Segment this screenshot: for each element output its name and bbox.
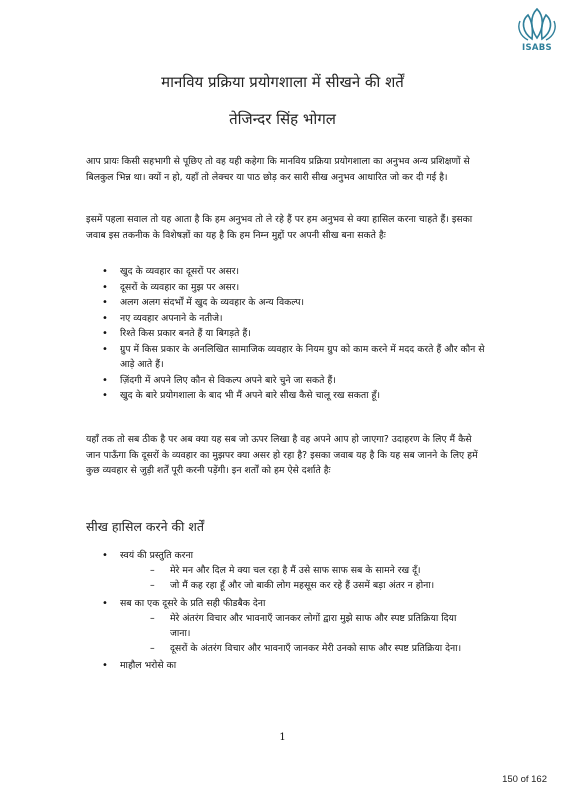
- question-paragraph: इसमें पहला सवाल तो यह आता है कि हम अनुभव तो ले रहे हैं पर हम अनुभव से क्या हासिल करना चाहते हैं। इसका जवाब इस तकनीक के विशेषज्ञों का यह है कि हम निम्न मुद्दों पर अपनी सीख बना सकते हैः: [86, 214, 473, 241]
- conditions-list: [86, 548, 486, 676]
- intro-paragraph: आप प्रायः किसी सहभागी से पूछिए तो वह यही कहेगा कि मानविय प्रक्रिया प्रयोगशाला का अनुभव अन्य प्रशिक्षणों से बिलकुल भिन्न था। क्यों न हो, यहाँ तो लेक्चर या पाठ छोड़ कर सारी सीख अनुभव आधारित जो कर दी गई है।: [86, 156, 470, 183]
- condition-sublist: [120, 563, 486, 593]
- condition-subitem: – मेरे मन और दिल मे क्या चल रहा है मैं उसे साफ साफ सब के सामने रख दूँ।: [120, 563, 486, 578]
- learning-points-list: [86, 264, 486, 404]
- list-item: • खुद के बारे प्रयोगशाला के बाद भी मैं अपने बारे सीख कैसे चालू रख सकता हूँ।: [86, 388, 486, 404]
- lotus-icon: [516, 6, 558, 42]
- condition-subitem: – दूसरों के अंतरंग विचार और भावनाएँ जानकर मेरी उनको साफ और स्पष्ट प्रतिक्रिया देना।: [120, 641, 486, 656]
- list-item: • ग्रुप में किस प्रकार के अनलिखित सामाजिक व्यवहार के नियम ग्रुप को काम करने में मदद करते हैं और कौन से आड़े आते हैं।: [86, 342, 486, 373]
- condition-sublist: [120, 611, 486, 657]
- list-item: • रिश्ते किस प्रकार बनते हैं या बिगड़ते हैं।: [86, 326, 486, 342]
- condition-item: [86, 548, 486, 594]
- page-number: 1: [279, 732, 286, 743]
- condition-item: [86, 596, 486, 657]
- logo-text: ISABS: [522, 43, 552, 53]
- page-count: 150 of 162: [502, 774, 547, 785]
- condition-label: स्वयं की प्रस्तुति करना: [120, 550, 194, 561]
- list-item: • खुद के व्यवहार का दूसरों पर असर।: [86, 264, 486, 280]
- list-item: • ज़िंदगी में अपने लिए कौन से विकल्प अपने बारे चुने जा सकते हैं।: [86, 373, 486, 389]
- condition-subitem: – मेरे अंतरंग विचार और भावनाएँ जानकर लोगों द्वारा मुझे साफ और स्पष्ट प्रतिक्रिया दिया जाना।: [120, 611, 486, 641]
- list-item: • नए व्यवहार अपनाने के नतीजे।: [86, 311, 486, 327]
- conditions-intro-paragraph: यहाँ तक तो सब ठीक है पर अब क्या यह सब जो ऊपर लिखा है वह अपने आप हो जाएगा? उदाहरण के लिए मैं कैसे जान पाऊँगा कि दूसरों के व्यवहार का मुझपर क्या असर हो रहा है? इसका जवाब यह है कि यह सब जानने के लिए हमें कुछ व्यवहार से जुड़ी शर्तें पूरी करनी पड़ेंगी। इन शर्तों को हम ऐसे दर्शाते हैः: [86, 434, 478, 476]
- condition-label: सब का एक दूसरे के प्रति सही फीडबैक देना: [120, 597, 266, 609]
- isabs-logo: [516, 6, 558, 54]
- list-item: • अलग अलग संदर्भों में खुद के व्यवहार के अन्य विकल्प।: [86, 295, 486, 311]
- condition-label: माहौल भरोसे का: [120, 660, 177, 672]
- list-item: • दूसरों के व्यवहार का मुझ पर असर।: [86, 280, 486, 296]
- document-title: मानविय प्रक्रिया प्रयोगशाला में सीखने की शर्तें: [161, 73, 404, 91]
- condition-item: [86, 658, 486, 673]
- author-name: तेजिन्दर सिंह भोगल: [229, 110, 336, 128]
- section-heading: सीख हासिल करने की शर्तें: [86, 519, 204, 534]
- condition-subitem: – जो मैं कह रहा हूँ और जो बाकी लोग महसूस कर रहे हैं उसमें बड़ा अंतर न होना।: [120, 578, 486, 593]
